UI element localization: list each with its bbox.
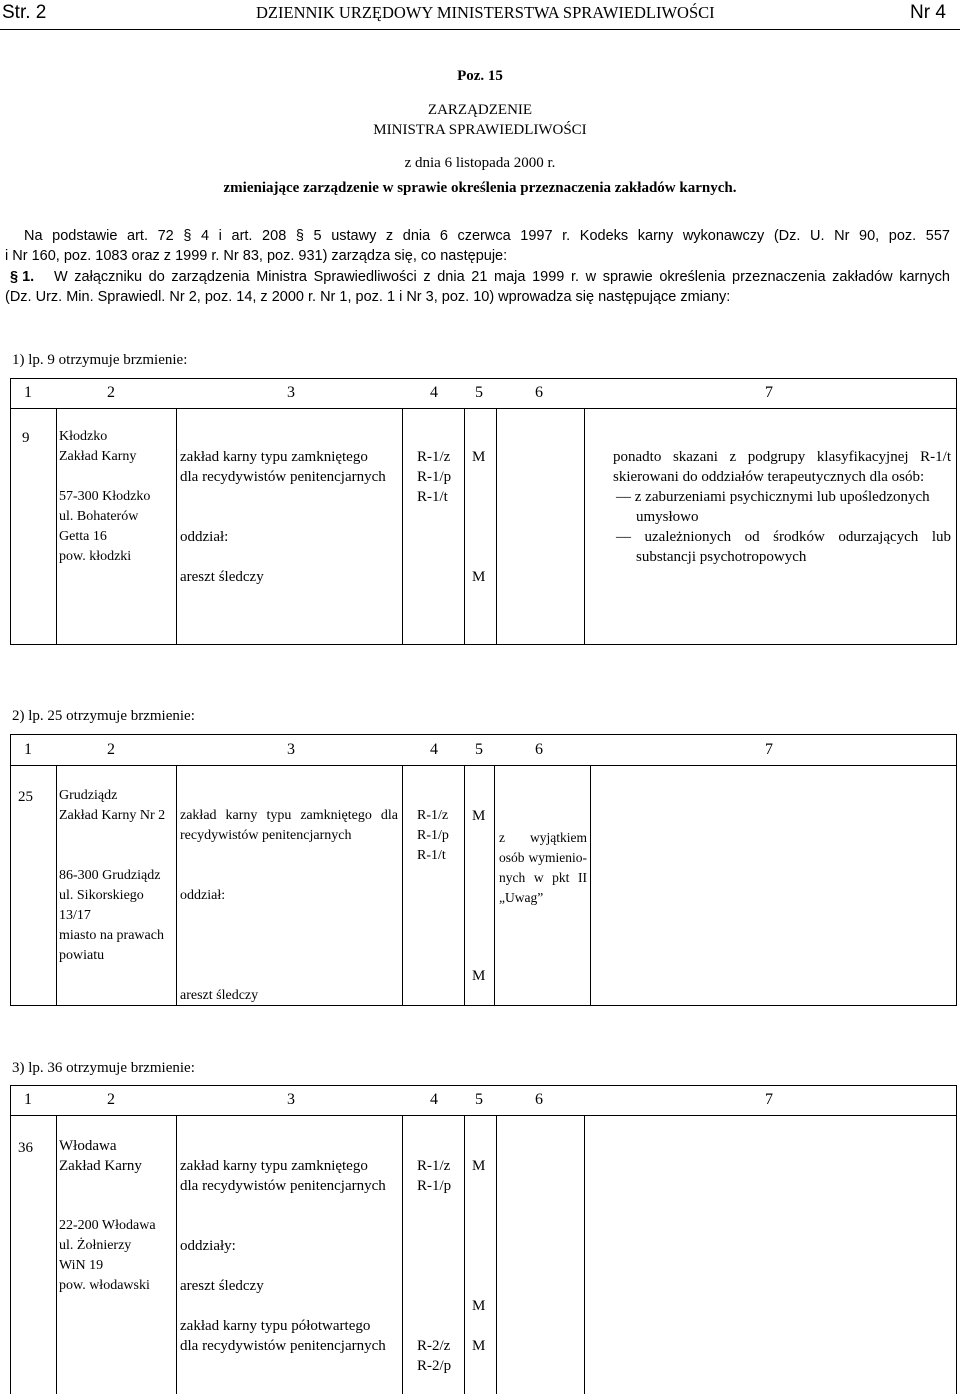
column-number: 6	[535, 741, 543, 758]
lp-number: 25	[18, 789, 33, 805]
column-number: 5	[475, 384, 483, 401]
document-subject: zmieniające zarządzenie w sprawie określenia przeznaczenia zakładów karnych.	[223, 180, 737, 196]
remark-line: umysłowo	[636, 509, 699, 525]
type-line: areszt śledczy	[180, 988, 259, 1003]
restriction-line: nych w pkt II	[499, 870, 587, 885]
gender-mark: M	[472, 808, 486, 824]
detail-line: Kłodzko	[59, 429, 108, 444]
intro-line-1: Na podstawie art. 72 § 4 i art. 208 § 5 ustawy z dnia 6 czerwca 1997 r. Kodeks karny wykonawczy (Dz. U. Nr 90, poz. 557	[24, 228, 950, 244]
column-number: 4	[430, 1091, 438, 1108]
column-number: 7	[765, 384, 773, 401]
column-number: 3	[287, 741, 295, 758]
section-3-caption: 3) lp. 36 otrzymuje brzmienie:	[12, 1060, 195, 1076]
gender-mark: M	[472, 968, 486, 984]
restriction-line: z wyjątkiem	[499, 830, 587, 845]
classification-codes	[417, 1156, 451, 1196]
remark-line: — z zaburzeniami psychicznymi lub upośledzonych	[616, 489, 930, 505]
column-number: 3	[287, 384, 295, 401]
code-line: R-1/z	[417, 808, 449, 823]
page-number: Str. 2	[2, 2, 47, 23]
column-number: 1	[24, 384, 32, 401]
institution-details	[59, 1136, 156, 1296]
column-number: 6	[535, 1091, 543, 1108]
type-line: zakład karny typu zamkniętego	[180, 1158, 368, 1174]
detail-line: powiatu	[59, 948, 105, 963]
position-number: Poz. 15	[457, 68, 503, 84]
gender-mark: M	[472, 1158, 486, 1174]
classification-codes	[417, 806, 449, 866]
document-type: ZARZĄDZENIE	[427, 102, 533, 118]
issue-number: Nr 4	[910, 2, 946, 23]
paragraph-mark: § 1.	[10, 269, 35, 285]
code-line: R-1/p	[417, 828, 449, 843]
detail-line: ul. Bohaterów	[59, 509, 139, 524]
code-line: R-1/t	[417, 489, 448, 505]
detail-line: 57-300 Kłodzko	[59, 489, 151, 504]
institution-details	[59, 786, 165, 966]
gender-mark: M	[472, 1338, 486, 1354]
type-line: oddział:	[180, 888, 226, 903]
detail-line: ul. Sikorskiego	[59, 888, 144, 903]
column-number: 2	[107, 741, 115, 758]
intro-line-2: i Nr 160, poz. 1083 oraz z 1999 r. Nr 83, poz. 931) zarządza się, co następuje:	[5, 248, 508, 264]
journal-title: DZIENNIK URZĘDOWY MINISTERSTWA SPRAWIEDLIWOŚCI	[256, 3, 715, 22]
column-number: 1	[24, 741, 32, 758]
detail-line: Zakład Karny	[59, 449, 137, 464]
detail-line: WiN 19	[59, 1258, 104, 1273]
gender-mark: M	[472, 449, 486, 465]
institution-type	[180, 447, 386, 587]
column-number: 4	[430, 384, 438, 401]
type-line: areszt śledczy	[180, 569, 264, 585]
column-number: 4	[430, 741, 438, 758]
document-issuer: MINISTRA SPRAWIEDLIWOŚCI	[373, 122, 587, 138]
detail-line: Włodawa	[59, 1138, 117, 1154]
type-line: areszt śledczy	[180, 1278, 264, 1294]
type-line: oddział:	[180, 529, 229, 545]
detail-line: Grudziądz	[59, 788, 118, 803]
code-line: R-1/z	[417, 449, 451, 465]
remark-line: substancji psychotropowych	[636, 549, 807, 565]
gender-mark: M	[472, 1298, 486, 1314]
column-number: 1	[24, 1091, 32, 1108]
detail-line: 13/17	[59, 908, 91, 923]
lp-number: 36	[18, 1140, 33, 1156]
code-line: R-1/t	[417, 848, 446, 863]
remarks	[596, 447, 951, 567]
column-number: 5	[475, 741, 483, 758]
detail-line: ul. Żołnierzy	[59, 1238, 132, 1253]
remark-line: ponadto skazani z podgrupy klasyfikacyjnej R-1/t	[613, 449, 951, 465]
type-line: dla recydywistów penitencjarnych	[180, 1178, 386, 1194]
gender-mark: M	[472, 569, 486, 585]
code-line: R-1/p	[417, 469, 452, 485]
institution-type	[180, 806, 398, 1006]
detail-line: Zakład Karny Nr 2	[59, 808, 166, 823]
column-number: 6	[535, 384, 543, 401]
institution-type	[180, 1156, 386, 1356]
classification-codes	[417, 447, 451, 507]
type-line: zakład karny typu zamkniętego dla	[180, 808, 398, 823]
paragraph-line-2: (Dz. Urz. Min. Sprawiedl. Nr 2, poz. 14, z 2000 r. Nr 1, poz. 1 i Nr 3, poz. 10) wprowadza się następujące zmiany:	[5, 289, 731, 305]
detail-line: Zakład Karny	[59, 1158, 142, 1174]
type-line: zakład karny typu zamkniętego	[180, 449, 368, 465]
detail-line: pow. kłodzki	[59, 549, 132, 564]
document-date: z dnia 6 listopada 2000 r.	[404, 155, 556, 171]
institution-details	[59, 427, 150, 567]
code-line: R-1/z	[417, 1158, 451, 1174]
column-number: 7	[765, 741, 773, 758]
type-line: dla recydywistów penitencjarnych	[180, 469, 386, 485]
section-2-caption: 2) lp. 25 otrzymuje brzmienie:	[12, 708, 195, 724]
classification-codes	[417, 1336, 451, 1376]
detail-line: 22-200 Włodawa	[59, 1218, 156, 1233]
section-1-caption: 1) lp. 9 otrzymuje brzmienie:	[12, 352, 188, 368]
remark-line: skierowani do oddziałów terapeutycznych dla osób:	[613, 469, 925, 485]
detail-line: 86-300 Grudziądz	[59, 868, 161, 883]
paragraph-line-1: W załączniku do zarządzenia Ministra Sprawiedliwości z dnia 21 maja 1999 r. w sprawie określenia przeznaczenia zakładów karnych	[54, 269, 950, 285]
column-number: 2	[107, 1091, 115, 1108]
column-number: 5	[475, 1091, 483, 1108]
restrictions	[499, 828, 587, 908]
column-number: 2	[107, 384, 115, 401]
code-line: R-1/p	[417, 1178, 452, 1194]
lp-number: 9	[22, 430, 30, 446]
code-line: R-2/p	[417, 1358, 452, 1374]
restriction-line: osób wymienio-	[499, 850, 587, 865]
type-line: oddziały:	[180, 1238, 236, 1254]
type-line: zakład karny typu półotwartego	[180, 1318, 371, 1334]
remark-line: — uzależnionych od środków odurzających lub	[616, 529, 951, 545]
column-number: 3	[287, 1091, 295, 1108]
detail-line: pow. włodawski	[59, 1278, 150, 1293]
column-number: 7	[765, 1091, 773, 1108]
detail-line: Getta 16	[59, 529, 107, 544]
type-line: recydywistów penitencjarnych	[180, 828, 352, 843]
code-line: R-2/z	[417, 1338, 451, 1354]
restriction-line: „Uwag”	[499, 890, 544, 905]
detail-line: miasto na prawach	[59, 928, 164, 943]
type-line: dla recydywistów penitencjarnych	[180, 1338, 386, 1354]
